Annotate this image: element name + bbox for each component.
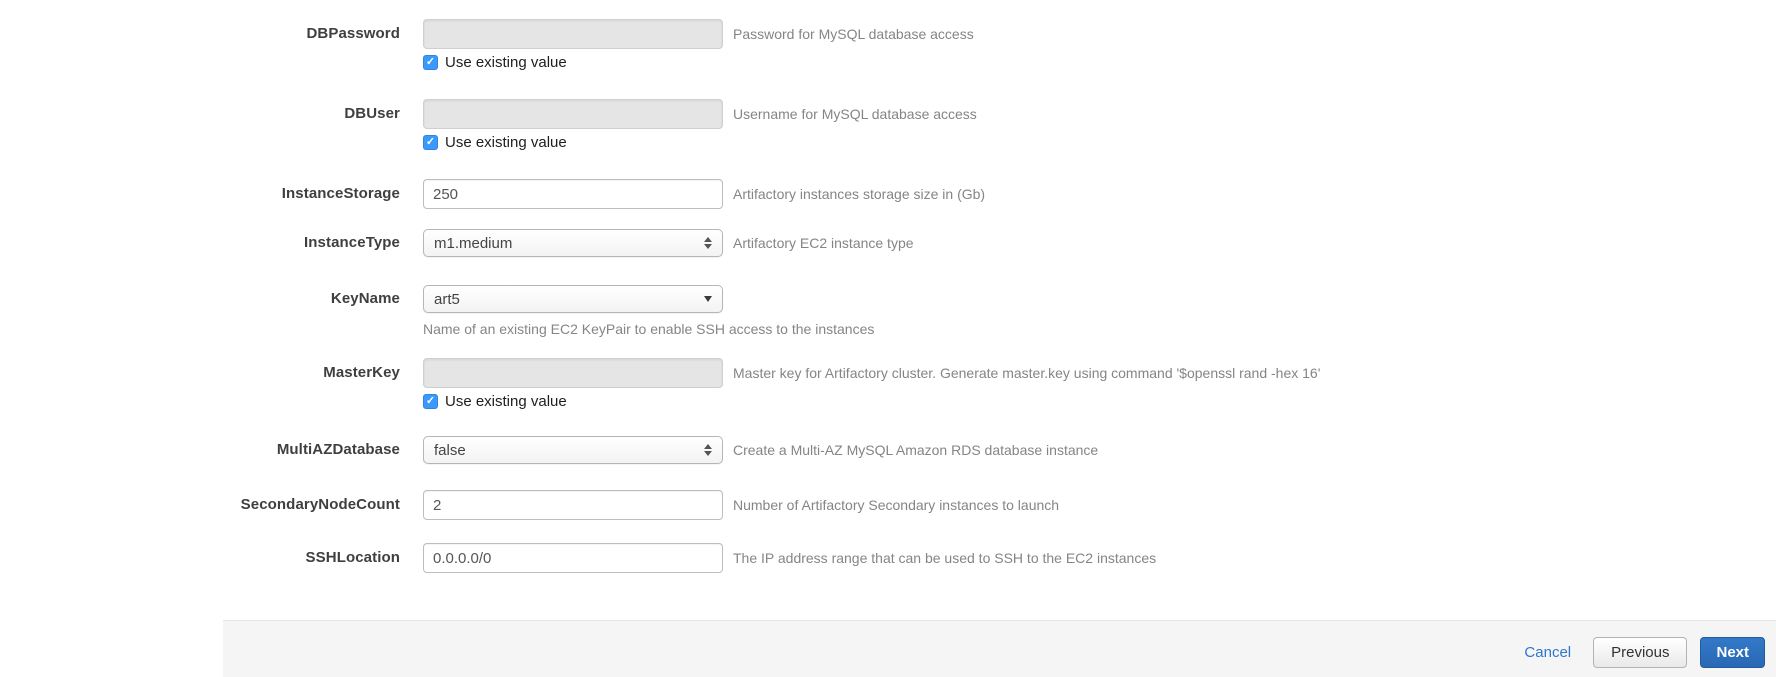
sshlocation-description: The IP address range that can be used to SSH to the EC2 instances: [733, 550, 1157, 566]
masterkey-input[interactable]: [423, 358, 723, 388]
instancetype-label: InstanceType: [304, 234, 400, 251]
checkbox-checked-icon[interactable]: ✓: [423, 55, 438, 70]
chevron-down-icon: [704, 296, 712, 302]
dbuser-description: Username for MySQL database access: [733, 106, 977, 122]
form-row-masterkey: [0, 358, 1776, 410]
use-existing-value-label: Use existing value: [445, 393, 567, 410]
masterkey-label: MasterKey: [323, 364, 400, 381]
form-row-keyname: [0, 285, 1776, 337]
checkbox-checked-icon[interactable]: ✓: [423, 394, 438, 409]
instancetype-selected-value: m1.medium: [434, 234, 513, 252]
footer-action-bar: [223, 620, 1776, 677]
dbpassword-label: DBPassword: [306, 25, 400, 42]
form-row-dbpassword: [0, 19, 1776, 71]
masterkey-use-existing-value[interactable]: [423, 393, 723, 410]
sshlocation-input[interactable]: [423, 543, 723, 573]
form-row-multiazdatabase: [0, 436, 1776, 464]
multiazdatabase-selected-value: false: [434, 441, 466, 459]
secondarynodecount-label: SecondaryNodeCount: [240, 496, 400, 513]
dbuser-use-existing-value[interactable]: [423, 134, 723, 151]
keyname-label: KeyName: [330, 290, 400, 307]
instancetype-select[interactable]: [423, 229, 723, 257]
form-row-sshlocation: [0, 543, 1776, 573]
next-button[interactable]: Next: [1700, 637, 1765, 668]
instancetype-description: Artifactory EC2 instance type: [733, 235, 914, 251]
sshlocation-label: SSHLocation: [305, 549, 400, 566]
dbuser-input[interactable]: [423, 99, 723, 129]
multiazdatabase-select[interactable]: [423, 436, 723, 464]
dbuser-label: DBUser: [344, 105, 400, 122]
checkbox-checked-icon[interactable]: ✓: [423, 135, 438, 150]
dbpassword-description: Password for MySQL database access: [733, 26, 974, 42]
previous-button[interactable]: Previous: [1593, 637, 1687, 668]
dbpassword-use-existing-value[interactable]: [423, 54, 723, 71]
instancestorage-label: InstanceStorage: [281, 185, 400, 202]
form-row-instancetype: [0, 229, 1776, 257]
keyname-description: Name of an existing EC2 KeyPair to enable SSH access to the instances: [423, 321, 875, 337]
cancel-button[interactable]: Cancel: [1524, 644, 1572, 661]
stepper-icon: [704, 237, 712, 249]
keyname-selected-value: art5: [434, 290, 460, 308]
dbpassword-input[interactable]: [423, 19, 723, 49]
use-existing-value-label: Use existing value: [445, 54, 567, 71]
secondarynodecount-input[interactable]: [423, 490, 723, 520]
secondarynodecount-description: Number of Artifactory Secondary instances to launch: [733, 497, 1060, 513]
instancestorage-description: Artifactory instances storage size in (Gb): [733, 186, 986, 202]
multiazdatabase-label: MultiAZDatabase: [276, 441, 400, 458]
form-row-secondarynodecount: [0, 490, 1776, 520]
form-row-dbuser: [0, 99, 1776, 151]
masterkey-description: Master key for Artifactory cluster. Generate master.key using command '$openssl rand -hex 16': [733, 365, 1321, 381]
multiazdatabase-description: Create a Multi-AZ MySQL Amazon RDS database instance: [733, 442, 1099, 458]
keyname-dropdown[interactable]: [423, 285, 723, 313]
form-row-instancestorage: [0, 179, 1776, 209]
stepper-icon: [704, 444, 712, 456]
use-existing-value-label: Use existing value: [445, 134, 567, 151]
instancestorage-input[interactable]: [423, 179, 723, 209]
